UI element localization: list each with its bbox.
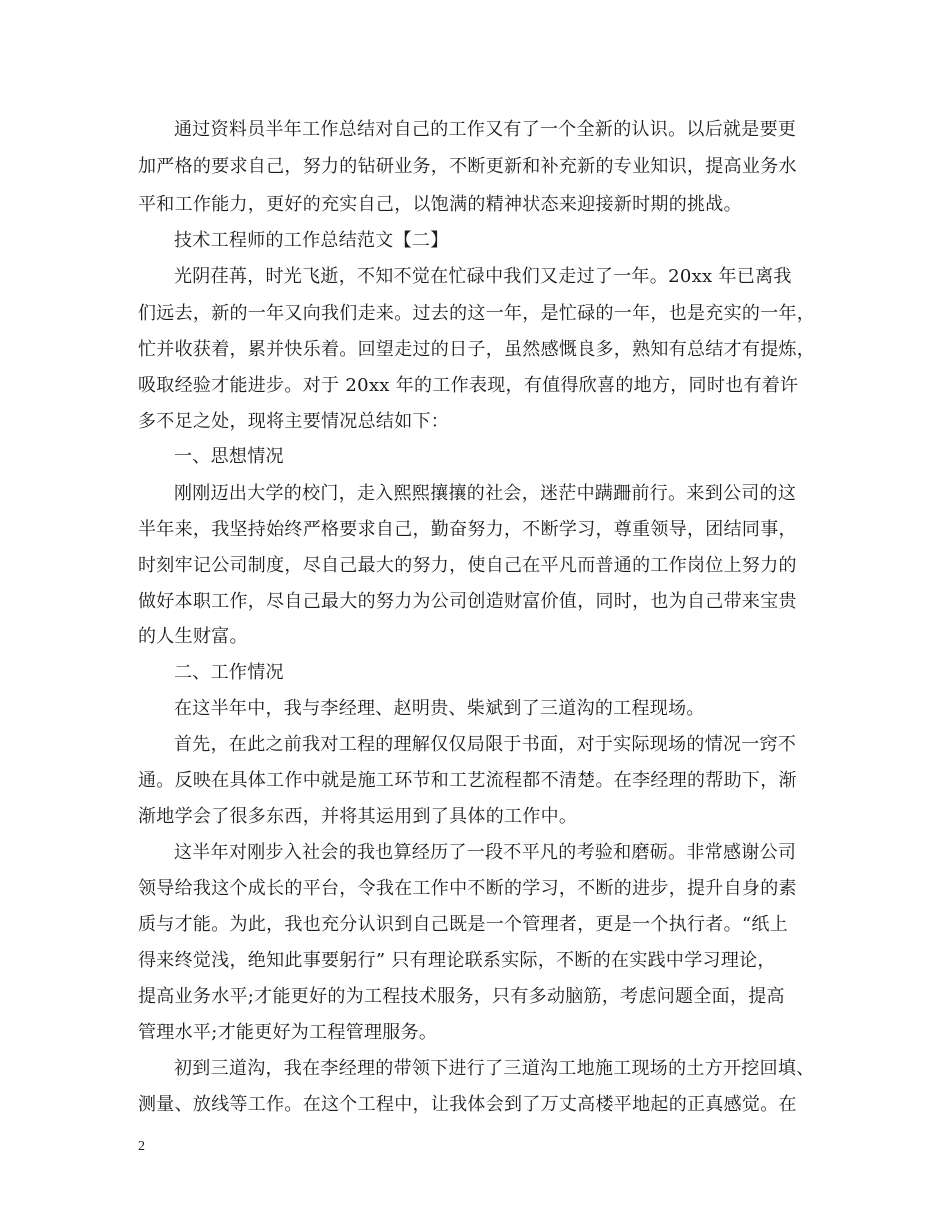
paragraph-line: 提高业务水平;才能更好的为工程技术服务，只有多动脑筋，考虑问题全面，提高 (138, 986, 785, 1007)
paragraph-line: 首先，在此之前我对工程的理解仅仅局限于书面，对于实际现场的情况一窍不 (174, 734, 797, 755)
paragraph-line: 通。反映在具体工作中就是施工环节和工艺流程都不清楚。在李经理的帮助下，渐 (138, 770, 797, 791)
paragraph-line: 们远去，新的一年又向我们走来。过去的这一年，是忙碌的一年，也是充实的一年， (138, 303, 816, 324)
paragraph-line: 时刻牢记公司制度，尽自己最大的努力，使自己在平凡而普通的工作岗位上努力的 (138, 555, 797, 576)
paragraph-line: 的人生财富。 (138, 626, 248, 647)
paragraph-line: 通过资料员半年工作总结对自己的工作又有了一个全新的认识。以后就是要更 (174, 119, 797, 140)
paragraph-line: 管理水平;才能更好为工程管理服务。 (138, 1022, 438, 1043)
paragraph-line: 做好本职工作，尽自己最大的努力为公司创造财富价值，同时，也为自己带来宝贵 (138, 591, 797, 612)
paragraph-line: 质与才能。为此，我也充分认识到自己既是一个管理者，更是一个执行者。“纸上 (138, 914, 788, 935)
paragraph-line: 刚刚迈出大学的校门，走入熙熙攘攘的社会，迷茫中蹒跚前行。来到公司的这 (174, 483, 797, 504)
paragraph-line: 半年来，我坚持始终严格要求自己，勤奋努力，不断学习，尊重领导，团结同事， (138, 519, 797, 540)
paragraph-line: 测量、放线等工作。在这个工程中，让我体会到了万丈高楼平地起的正真感觉。在 (138, 1094, 797, 1115)
section-heading: 二、工作情况 (174, 662, 284, 683)
paragraph-line: 忙并收获着，累并快乐着。回望走过的日子，虽然感慨良多，熟知有总结才有提炼， (138, 339, 816, 360)
paragraph-line: 加严格的要求自己，努力的钻研业务，不断更新和补充新的专业知识，提高业务水 (138, 156, 797, 177)
paragraph-line: 平和工作能力，更好的充实自己，以饱满的精神状态来迎接新时期的挑战。 (138, 194, 742, 215)
paragraph-line: 在这半年中，我与李经理、赵明贵、柴斌到了三道沟的工程现场。 (174, 698, 705, 719)
paragraph-line: 光阴荏苒，时光飞逝，不知不觉在忙碌中我们又走过了一年。20xx 年已离我 (174, 266, 792, 287)
paragraph-line: 多不足之处，现将主要情况总结如下： (138, 411, 450, 432)
paragraph-line: 渐地学会了很多东西，并将其运用到了具体的工作中。 (138, 806, 578, 827)
paragraph-line: 初到三道沟，我在李经理的带领下进行了三道沟工地施工现场的土方开挖回填、 (174, 1058, 815, 1079)
paragraph-line: 领导给我这个成长的平台，令我在工作中不断的学习，不断的进步，提升自身的素 (138, 878, 797, 899)
paragraph-line: 这半年对刚步入社会的我也算经历了一段不平凡的考验和磨砺。非常感谢公司 (174, 842, 797, 863)
page-number: 2 (138, 1139, 145, 1154)
section-heading: 一、思想情况 (174, 446, 284, 467)
section-heading: 技术工程师的工作总结范文【二】 (174, 230, 449, 251)
paragraph-line: 吸取经验才能进步。对于 20xx 年的工作表现，有值得欣喜的地方，同时也有着许 (138, 375, 799, 396)
paragraph-line: 得来终觉浅，绝知此事要躬行” 只有理论联系实际，不断的在实践中学习理论， (138, 950, 776, 971)
